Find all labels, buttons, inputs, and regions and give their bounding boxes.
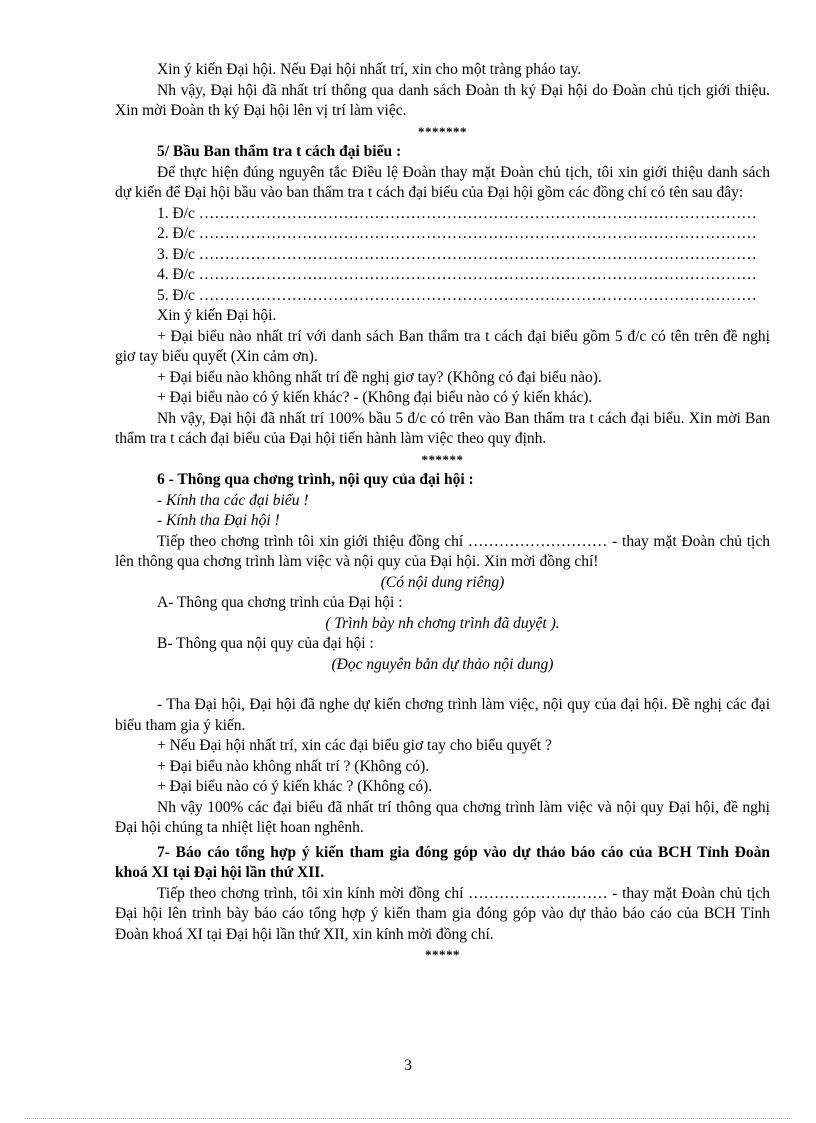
item-b-note: (Đọc nguyên bản dự thảo nội dung) (331, 655, 554, 673)
page-bottom-rule (24, 1118, 792, 1119)
candidate-line: 4. Đ/c ……………………………………………………………………………………………… (157, 266, 757, 283)
candidate-line: 3. Đ/c ……………………………………………………………………………………………… (157, 245, 757, 263)
section-5-ask: Xin ý kiến Đại hội. (157, 307, 277, 324)
section-5-vote-2: + Đại biểu nào không nhất trí đề nghị giơ tay? (Không có đại biểu nào). (157, 368, 602, 386)
section-7-heading: 7- Báo cáo tổng hợp ý kiến tham gia đóng góp vào dự thảo báo cáo của BCH Tỉnh Đoàn khoá XI tại Đại hội lần thứ XII. (115, 843, 770, 881)
item-a: A- Thông qua chơng trình của Đại hội : (157, 594, 403, 611)
page-number: 3 (404, 1057, 412, 1074)
note-separate-content: (Có nội dung riêng) (380, 573, 505, 591)
intro-line-2: Nh vậy, Đại hội đã nhất trí thông qua danh sách Đoàn th ký Đại hội do Đoàn chủ tịch giới thiệu. Xin mời Đoàn th ký Đại hội lên vị trí làm việc. (115, 81, 770, 119)
section-5-vote-1: + Đại biểu nào nhất trí với danh sách Ban thẩm tra t cách đại biểu gồm 5 đ/c có tên trên đề nghị giơ tay biểu quyết (Xin cảm ơn). (115, 327, 770, 365)
section-5-intro: Để thực hiện đúng nguyên tắc Điều lệ Đoàn thay mặt Đoàn chủ tịch, tôi xin giới thiệu danh sách dự kiến để Đại hội bầu vào ban thẩm tra t cách đại biểu của Đại hội gồm các đồng chí có tên sau đây: (115, 163, 770, 201)
separator-stars: ****** (421, 451, 464, 467)
document-page (115, 60, 770, 966)
section-5-conclusion: Nh vậy, Đại hội đã nhất trí 100% bầu 5 đ/c có trên vào Ban thẩm tra t cách đại biểu. Xin mời Ban thẩm tra t cách đại biểu của Đại hội tiến hành làm việc theo quy định. (115, 409, 770, 447)
section-6-vote-2: + Đại biểu nào không nhất trí ? (Không có). (157, 757, 430, 775)
section-6-vote-3: + Đại biểu nào có ý kiến khác ? (Không có). (157, 778, 433, 795)
greeting-1: - Kính tha các đại biểu ! (157, 491, 309, 509)
candidate-line: 1. Đ/c ……………………………………………………………………………………………… (157, 204, 757, 222)
greeting-2: - Kính tha Đại hội ! (157, 512, 280, 529)
item-b: B- Thông qua nội quy của đại hội : (157, 635, 374, 652)
intro-line-1: Xin ý kiến Đại hội. Nếu Đại hội nhất trí, xin cho một tràng pháo tay. (157, 61, 582, 78)
section-6-intro: Tiếp theo chơng trình tôi xin giới thiệu đồng chí ……………………… - thay mặt Đoàn chủ tịch lên thông qua chơng trình làm việc và nội quy của Đại hội. Xin mời đồng chí! (115, 532, 770, 570)
separator-stars: ***** (425, 947, 460, 962)
separator-stars: ******* (418, 123, 467, 139)
section-7-intro: Tiếp theo chơng trình, tôi xin kính mời đồng chí ……………………… - thay mặt Đoàn chủ tịch Đại hội lên trình bày báo cáo tổng hợp ý kiến tham gia đóng góp vào dự thảo báo cáo của BCH Tỉnh Đoàn khoá XI tại Đại hội lần thứ XII, xin kính mời đồng chí. (115, 884, 770, 943)
section-5-heading: 5/ Bầu Ban thẩm tra t cách đại biểu : (157, 143, 402, 160)
item-a-note: ( Trình bày nh chơng trình đã duyệt ). (325, 614, 560, 632)
candidate-line: 5. Đ/c ……………………………………………………………………………………………… (157, 286, 757, 304)
section-6-para-2: - Tha Đại hội, Đại hội đã nghe dự kiến chơng trình làm việc, nội quy của đại hội. Đề nghị các đại biểu tham gia ý kiến. (115, 696, 770, 734)
candidate-line: 2. Đ/c ……………………………………………………………………………………………… (157, 225, 757, 242)
spacer (115, 675, 770, 695)
section-5-vote-3: + Đại biểu nào có ý kiến khác? - (Không đại biểu nào có ý kiến khác). (157, 389, 593, 406)
section-6-heading: 6 - Thông qua chơng trình, nội quy của đại hội : (157, 471, 474, 488)
section-6-vote-1: + Nếu Đại hội nhất trí, xin các đại biểu giơ tay cho biểu quyết ? (157, 737, 552, 754)
section-6-conclusion: Nh vậy 100% các đại biểu đã nhất trí thông qua chơng trình làm việc và nội quy Đại hội, đề nghị Đại hội chúng ta nhiệt liệt hoan nghênh. (115, 798, 770, 836)
